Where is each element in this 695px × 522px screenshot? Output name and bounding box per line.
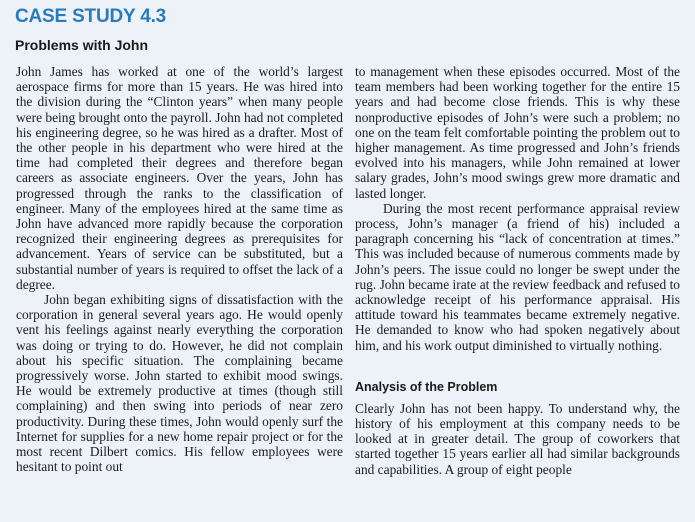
- paragraph: Clearly John has not been happy. To understand why, the history of his employment at this company needs to be looked at in greater detail. The group of coworkers that started together 15 years earlier all had similar backgrounds and capabilities. A group of eight people: [355, 400, 680, 477]
- case-study-title: CASE STUDY 4.3: [15, 6, 167, 27]
- paragraph: John James has worked at one of the world’s largest aerospace firms for more than 15 years. He was hired into the division during the “Clinton years” when many people were being brought onto the payroll. John had not completed his engineering degree, so he was hired as a drafter. Most of the other people in his department who were hired at the time had completed their degrees and therefore began careers as associate engineers. Over the years, John has progressed through the ranks to the classification of engineer. Many of the employees hired at the same time as John have advanced more rapidly because the corporation recognized their engineering degrees as prerequisites for advancement. Years of service can be substituted, but a substantial number of years is required to offset the lack of a degree.: [16, 64, 343, 292]
- paragraph: John began exhibiting signs of dissatisfaction with the corporation in general several years ago. He would openly vent his feelings against nearly everything the corporation was doing or trying to do. However, he did not complain about his specific situation. The complaining became progressively worse. John started to exhibit mood swings. He would be extremely productive at times (though still complaining) and then swing into periods of near zero productivity. During these times, John would openly surf the Internet for supplies for a new home repair project or for the most recent Dilbert comics. His fellow employees were hesitant to point out: [16, 292, 343, 475]
- paragraph: During the most recent performance appraisal review process, John’s manager (a friend of his) included a paragraph concerning his “lack of concentration at times.” This was included because of numerous comments made by John’s peers. The issue could no longer be swept under the rug. John became irate at the review feedback and refused to acknowledge receipt of his performance appraisal. His attitude toward his teammates became extremely negative. He demanded to know who had spoken negatively about him, and his work output diminished to virtually nothing.: [355, 200, 680, 353]
- case-study-subtitle: Problems with John: [15, 37, 149, 53]
- right-text-column: [355, 64, 680, 477]
- section-heading: Analysis of the Problem: [355, 379, 498, 394]
- left-text-column: [16, 64, 343, 474]
- paragraph: to management when these episodes occurred. Most of the team members had been working together for the entire 15 years and had become close friends. This is why these nonproductive episodes of John’s were such a problem; no one on the team felt comfortable pointing the problem out to higher management. As time progressed and John’s friends evolved into his managers, while John remained at lower salary grades, John’s mood swings grew more dramatic and lasted longer.: [355, 64, 680, 201]
